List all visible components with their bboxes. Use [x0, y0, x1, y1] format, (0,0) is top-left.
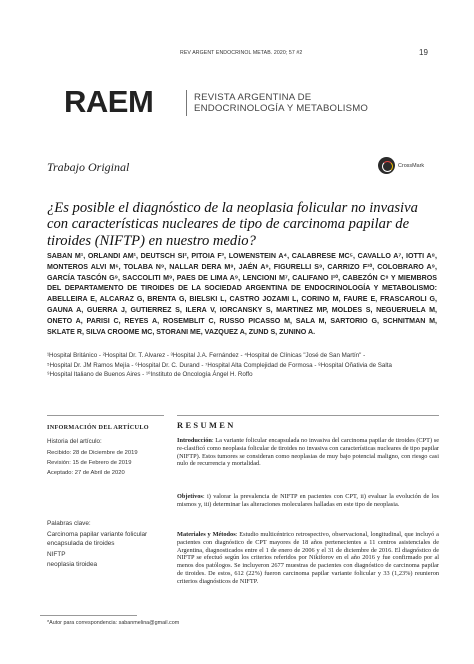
author-list: SABAN M¹, ORLANDI AM¹, DEUTSCH SI², PITOIA F³, LOWENSTEIN A⁴, CALABRESE MC⁵, CAVALLO A⁷, IOTTI A⁸, MONTEROS ALVI M⁶, TOLABA N⁹, NALLAR DERA M⁹, JAÉN A⁹, FIGURELLI S⁹, CARRIZO F¹⁰, COLOBRARO A⁹, GARCÍA TASCÓN G⁹, SACCOLITI M⁹, PAES DE LIMA A⁹, LENCIONI M⁷, CALIFANO I¹⁰, CABEZÓN C⁸ Y MIEMBROS DEL DEPARTAMENTO DE TIROIDES DE LA SOCIEDAD ARGENTINA DE ENDOCRINOLOGÍA Y METABOLISMO: ABELLEIRA E, ALCARAZ G, BRENTA G, BIELSKI L, CASTRO JOZAMI L, CORINO M, FAURE E, FRASCAROLI G, GAUNA A, GUERRA J, GUTIERREZ S, ILERA V, IORCANSKY S, MARTINEZ MP, MOLDES S, NEGUERUELA M, ONETO A, PARISI C, REYES A, ROSEMBLIT C, RUSSO PICASSO M, SALA M, SARTORIO G, SCHNITMAN M, SKLATE R, SILVA CROOME MC, STORANI ME, VAZQUEZ A, ZUND S, ZUNINO A.	[47, 252, 437, 336]
journal-name-line2: ENDOCRINOLOGÍA Y METABOLISMO	[194, 103, 369, 114]
affiliations	[47, 351, 437, 380]
abstract-methods	[177, 531, 439, 585]
running-head: REV ARGENT ENDOCRINOL METAB. 2020; 57 #2	[180, 50, 303, 56]
masthead-divider	[186, 90, 187, 116]
abstract-objectives	[177, 493, 439, 509]
introduction-text: : La variante folicular encapsulada no invasiva del carcinoma papilar de tiroides (CPT) se re-clasificó como neoplasia folicular de tiroides no invasiva con características nucleares de tipo papilar (NIFTP). Estos tumores se consideran como neoplasias de muy bajo potencial maligno, con riesgo casi nulo de recurrencia y mortalidad.	[177, 437, 439, 468]
methods-label: Materiales y Métodos	[177, 531, 236, 538]
crossmark-link[interactable]	[378, 157, 424, 174]
section-label: Trabajo Original	[47, 160, 130, 174]
keyword-item: NIFTP	[47, 551, 66, 558]
crossmark-label: CrossMark	[398, 162, 425, 169]
page-number: 19	[419, 48, 428, 57]
article-info-rule	[47, 415, 164, 416]
crossmark-icon	[378, 157, 395, 174]
correspondence-footnote: *Autor para correspondencia: sabanmelina@gmail.com	[47, 620, 180, 626]
journal-name-line1: REVISTA ARGENTINA DE	[194, 92, 312, 103]
methods-text: : Estudio multicéntrico retrospectivo, observacional, longitudinal, que incluyó a pacientes con diagnóstico de CPT mayores de 18 años pertenecientes a 11 centros asistenciales de Argentina, diagnosticados entre el 1 de enero de 2006 y el 31 de diciembre de 2016. El diagnóstico de NIFTP se efectuó según los criterios referidos por Nikiforov en el año 2016 y fue confirmado por al menos dos patólogos. Se incluyeron 2677 muestras de pacientes con diagnóstico de carcinoma papilar de tiroides. De estos, 612 (22%) fueron carcinoma papilar variante folicular y 33 (1,23%) reunieron criterios diagnósticos de NIFTP.	[177, 531, 439, 585]
objectives-label: Objetivos	[177, 493, 203, 500]
resumen-rule	[177, 415, 439, 416]
journal-name	[194, 92, 368, 114]
affiliation-line: ⁵Hospital Dr. JM Ramos Mejía - ⁶Hospital Dr. C. Durand - ⁷Hospital Alta Complejidad de Formosa - ⁸Hospital Oñativia de Salta	[47, 361, 392, 369]
history-label: Historia del artículo:	[47, 438, 102, 445]
affiliation-line: ¹Hospital Británico - ²Hospital Dr. T. Alvarez - ³Hospital J.A. Fernández - ⁴Hospital de Clínicas "José de San Martín" -	[47, 352, 366, 359]
journal-logo: RAEM	[64, 84, 154, 119]
keyword-item: Carcinoma papilar variante folicular encapsulada de tiroides	[47, 531, 148, 547]
keyword-item: neoplasia tiroidea	[47, 561, 98, 568]
article-title: ¿Es posible el diagnóstico de la neoplasia folicular no invasiva con características nucleares de tipo de carcinoma papilar de tiroides (NIFTP) en nuestro medio?	[47, 200, 418, 249]
introduction-label: Introducción	[177, 437, 212, 444]
abstract-introduction	[177, 437, 439, 468]
resumen-heading: RESUMEN	[177, 421, 236, 430]
keywords-label: Palabras clave:	[47, 520, 91, 527]
article-info-heading: INFORMACIÓN DEL ARTÍCULO	[47, 424, 149, 431]
received-date: Recibido: 28 de Diciembre de 2019	[47, 450, 138, 456]
objectives-text: : i) valorar la prevalencia de NIFTP en pacientes con CPT, ii) evaluar la evolución de los mismos y, iii) determinar las alteraciones moleculares halladas en este tipo de neoplasia.	[177, 493, 439, 508]
accepted-date: Aceptado: 27 de Abril de 2020	[47, 470, 125, 476]
affiliation-line: ⁹Hospital Italiano de Buenos Aires - ¹⁰Instituto de Oncología Ángel H. Roffo	[47, 371, 253, 379]
footnote-rule	[40, 615, 137, 616]
revised-date: Revisión: 15 de Febrero de 2019	[47, 460, 132, 466]
